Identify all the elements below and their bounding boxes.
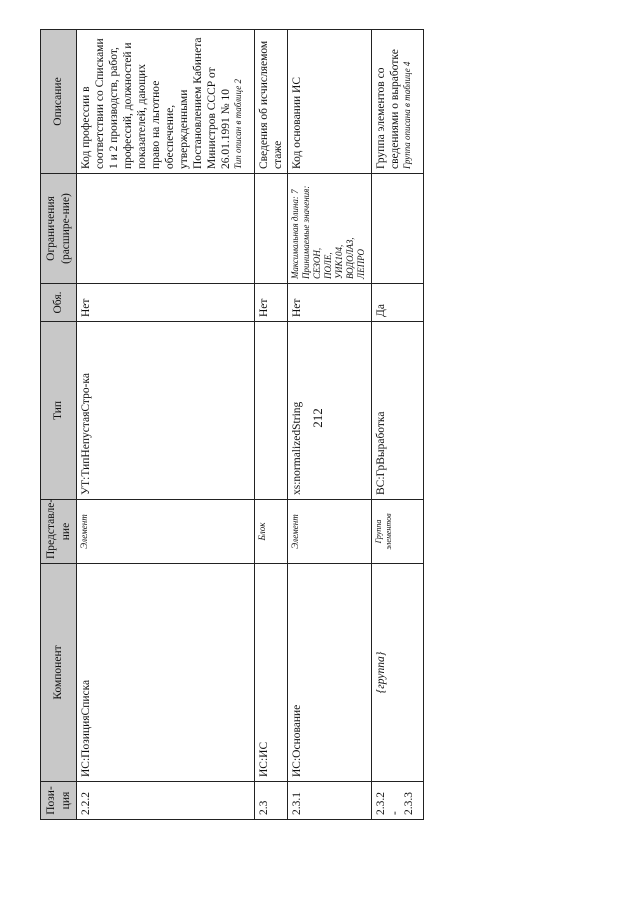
constraint-value: ВОДОЛАЗ, — [344, 237, 355, 279]
cell-type: xs:normalizedString — [288, 322, 372, 500]
cell-component: ИС:ИС — [255, 564, 288, 782]
cell-representation: Элемент — [288, 500, 372, 564]
cell-description — [77, 30, 255, 174]
cell-position: 2.2.2 — [77, 782, 255, 820]
cell-type: ВС:ГрВыработка — [372, 322, 424, 500]
description-note: Группа описана в таблице 4 — [402, 61, 413, 169]
constraint-value: УИК104, — [333, 244, 344, 279]
description-text: Код профессии в соответствии со Списками 1 и 2 производств, работ, профессий, должностей и показателей, дающих право на льготное обеспечение, утвержденными Постановлением Кабинета Министров СССР от 26.01.1991 № 10 — [80, 37, 233, 169]
cell-type: УТ:ТипНепустаяСтро-ка — [77, 322, 255, 500]
header-description: Описание — [41, 30, 77, 174]
description-text: Сведения об исчисляемом стаже — [258, 40, 285, 169]
cell-position: 2.3 — [255, 782, 288, 820]
cell-constraints — [372, 174, 424, 284]
cell-component: {группа} — [372, 564, 424, 782]
header-required: Обя. — [41, 284, 77, 322]
cell-position: 2.3.1 — [288, 782, 372, 820]
header-type: Тип — [41, 322, 77, 500]
cell-description — [255, 30, 288, 174]
description-note: Тип описан в таблице 2 — [233, 79, 244, 169]
table-row — [255, 30, 288, 820]
cell-representation: Группа элементов — [372, 500, 424, 564]
description-text: Код основании ИС — [291, 77, 304, 169]
cell-required: Нет — [288, 284, 372, 322]
header-constraints: Ограничения (расшире-ние) — [41, 174, 77, 284]
cell-required: Нет — [255, 284, 288, 322]
constraint-value: СЕЗОН, — [311, 247, 322, 279]
cell-required: Нет — [77, 284, 255, 322]
cell-description — [372, 30, 424, 174]
table-row — [288, 30, 372, 820]
cell-representation: Блок — [255, 500, 288, 564]
cell-position: 2.3.2 - 2.3.3 — [372, 782, 424, 820]
cell-description — [288, 30, 372, 174]
header-representation: Представле-ние — [41, 500, 77, 564]
cell-constraints — [288, 174, 372, 284]
cell-type — [255, 322, 288, 500]
schema-table — [40, 29, 424, 820]
header-component: Компонент — [41, 564, 77, 782]
cell-representation: Элемент — [77, 500, 255, 564]
cell-required: Да — [372, 284, 424, 322]
header-position: Пози-ция — [41, 782, 77, 820]
cell-component: ИС:Основание — [288, 564, 372, 782]
cell-component: ИС:ПозицияСписка — [77, 564, 255, 782]
constraints-intro: Максимальная длина: 7 Принимаемые значения: — [290, 185, 311, 279]
cell-constraints — [77, 174, 255, 284]
description-text: Группа элементов со сведениями о выработке — [375, 49, 402, 169]
table-row — [77, 30, 255, 820]
constraint-value: ЛЕПРО — [355, 249, 366, 279]
page-number: 212 — [310, 408, 325, 428]
rotated-table-container — [40, 30, 420, 820]
cell-constraints — [255, 174, 288, 284]
table-row — [372, 30, 424, 820]
constraint-value: ПОЛЕ, — [322, 252, 333, 279]
header-row — [41, 30, 77, 820]
